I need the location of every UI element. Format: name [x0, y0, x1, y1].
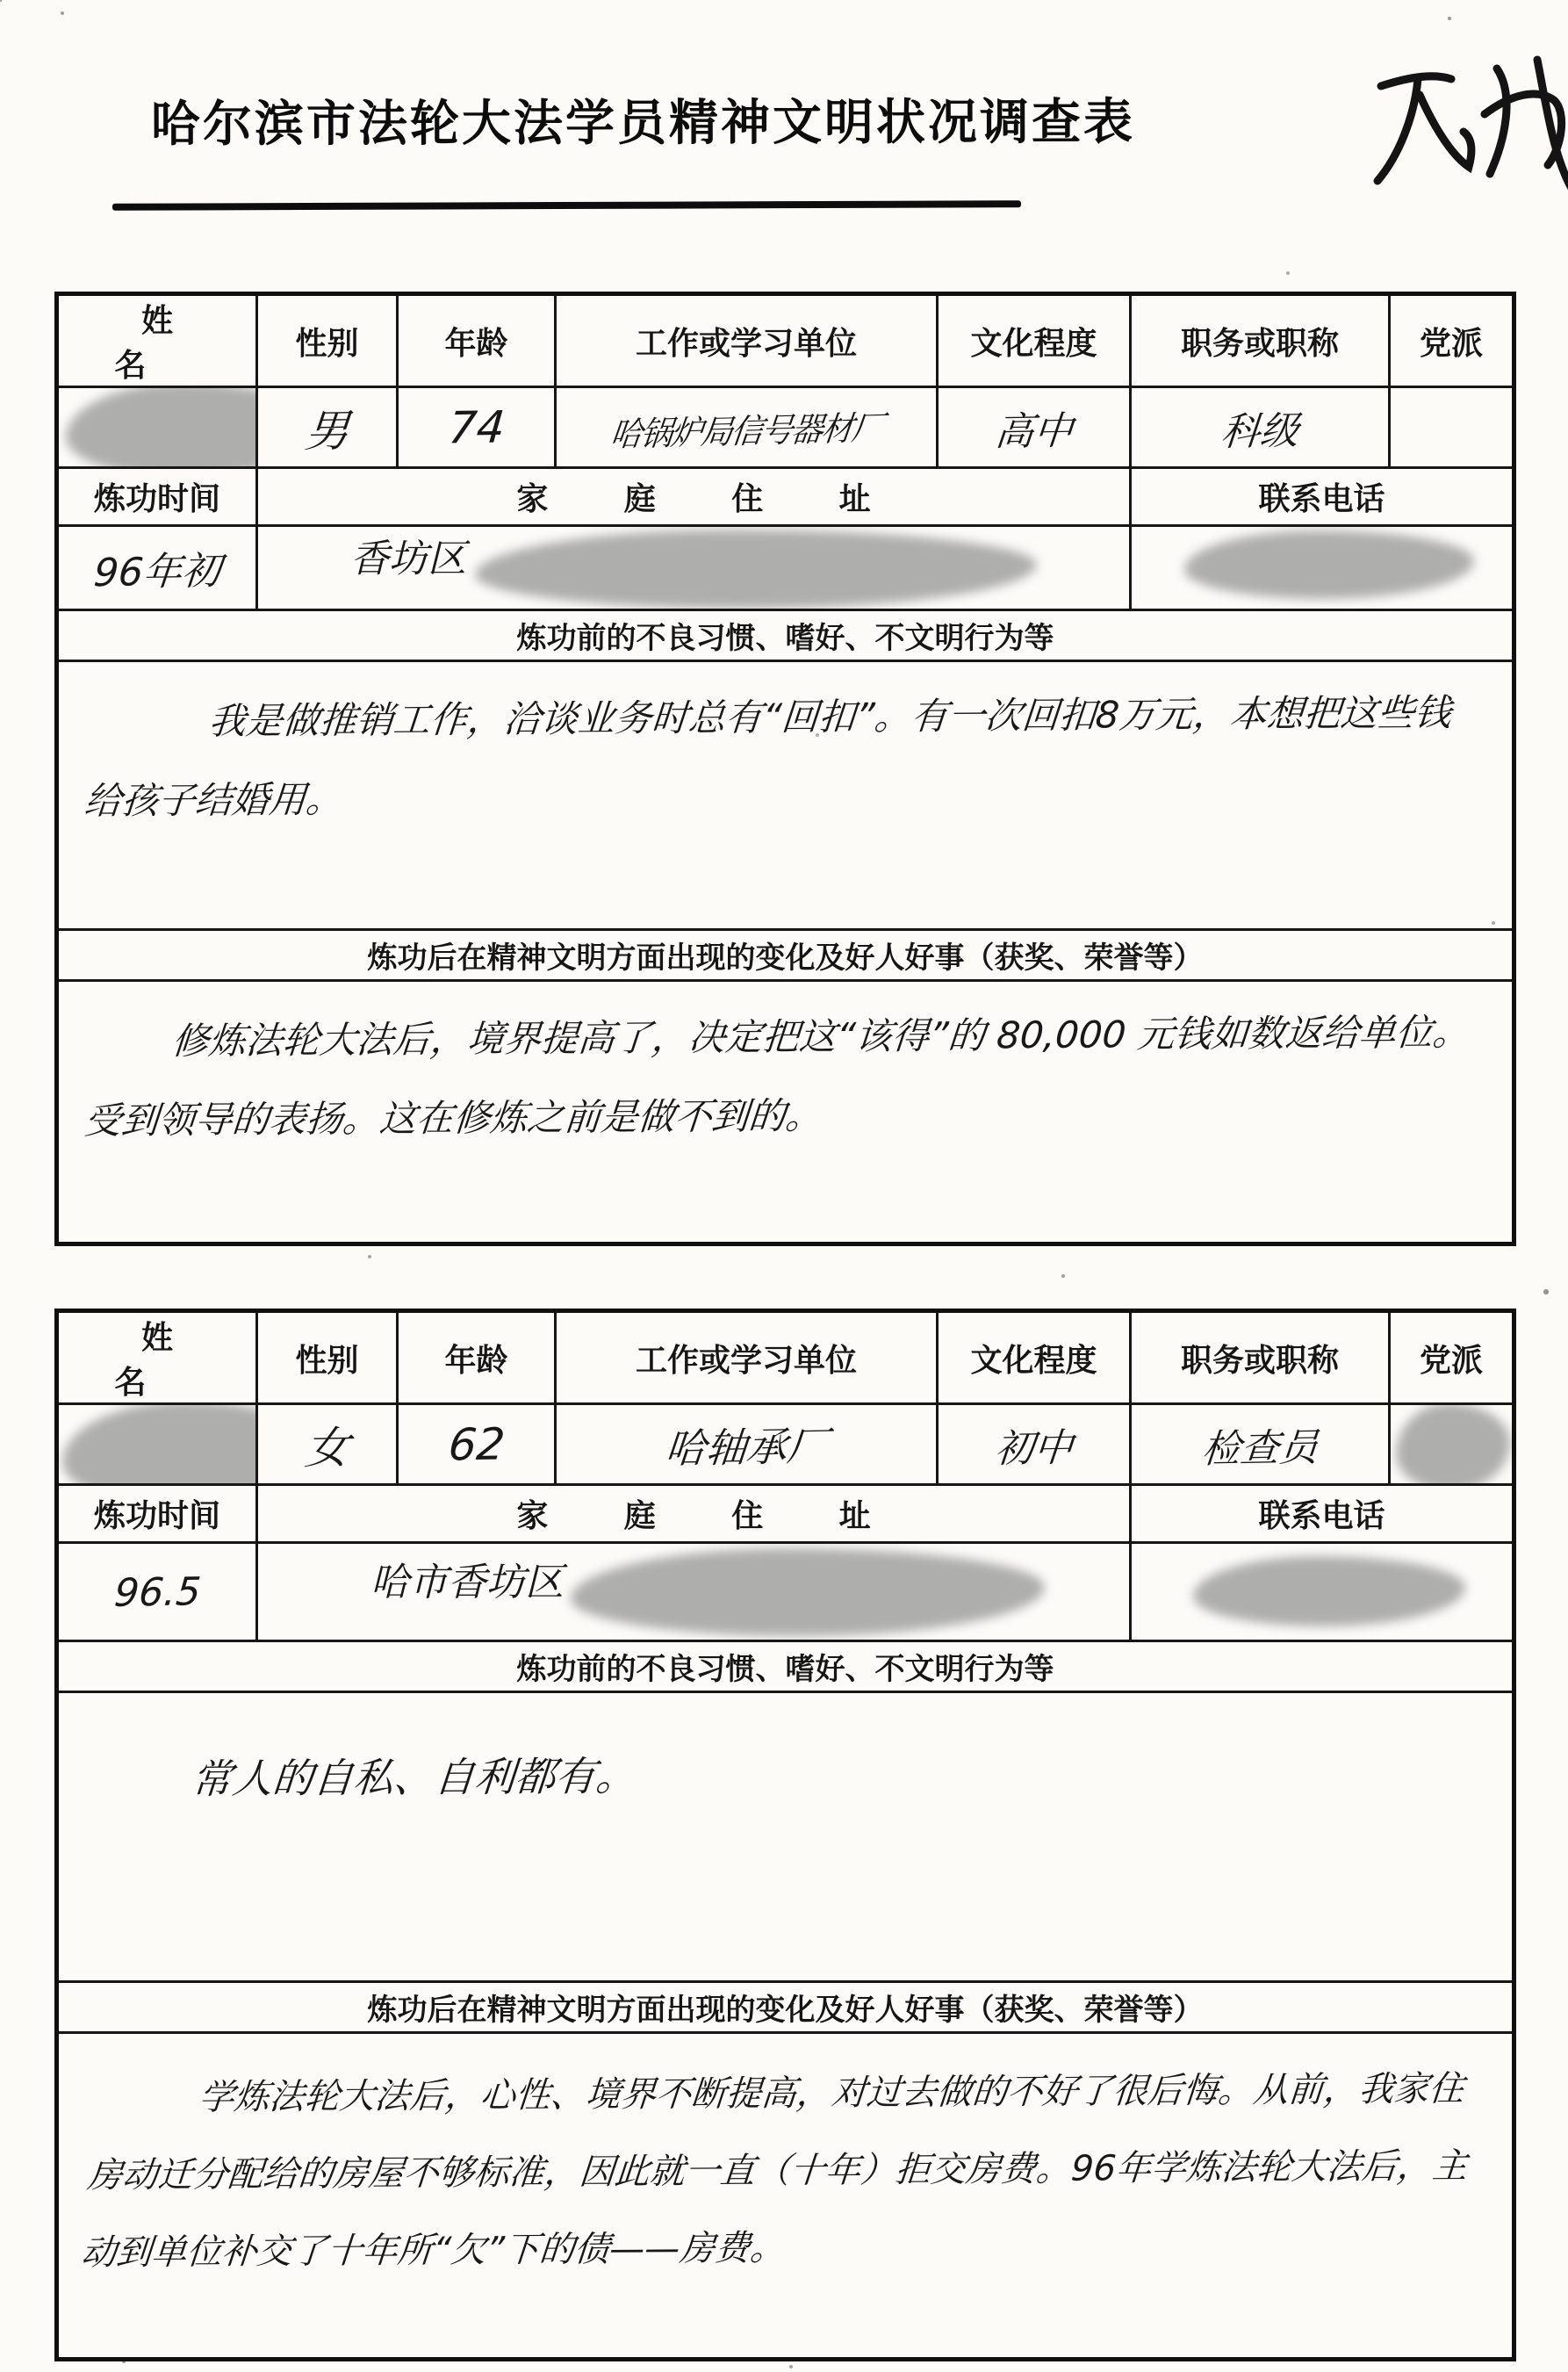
survey-table-2	[54, 1309, 1516, 2361]
table-row	[57, 981, 1514, 1244]
redaction-smudge	[62, 1404, 257, 1485]
scan-noise	[0, 0, 2, 2]
survey-table-1	[54, 292, 1516, 1246]
value-name-redacted	[57, 387, 257, 468]
label-party: 党派	[1390, 1311, 1514, 1404]
address-visible-text: 香坊区	[350, 537, 466, 582]
value-education: 初中	[933, 1402, 1133, 1487]
label-practice-time: 炼功时间	[57, 468, 257, 526]
label-age: 年龄	[398, 1311, 556, 1404]
value-position: 检查员	[1126, 1402, 1393, 1487]
redaction-smudge	[571, 1548, 1045, 1636]
value-practice-time: 96年初	[53, 524, 261, 612]
value-name-redacted	[57, 1404, 257, 1485]
label-work-unit: 工作或学习单位	[556, 1311, 938, 1404]
section-before-heading: 炼功前的不良习惯、嗜好、不文明行为等	[57, 610, 1514, 661]
section-before-heading: 炼功前的不良习惯、嗜好、不文明行为等	[57, 1641, 1514, 1692]
value-party	[1385, 386, 1517, 468]
label-education: 文化程度	[938, 1311, 1131, 1404]
label-home-address: 家庭住址	[257, 468, 1131, 526]
section-before-content	[57, 1692, 1514, 1982]
value-gender: 男	[253, 386, 400, 469]
value-work-unit: 哈轴承厂	[551, 1401, 941, 1489]
label-party: 党派	[1390, 294, 1514, 387]
value-practice-time: 96.5	[52, 1541, 261, 1643]
redaction-smudge	[1396, 1404, 1510, 1485]
label-phone: 联系电话	[1131, 468, 1514, 526]
label-position: 职务或职称	[1131, 294, 1390, 387]
table-row	[57, 387, 1514, 468]
handwritten-answer: 常人的自私、自利都有。	[190, 1752, 638, 1803]
label-phone: 联系电话	[1131, 1485, 1514, 1543]
value-home-address	[257, 1543, 1131, 1641]
value-education: 高中	[933, 386, 1133, 470]
title-underline	[112, 200, 1021, 211]
table-row	[57, 1543, 1514, 1641]
table-row	[57, 610, 1514, 661]
address-visible-text: 哈市香坊区	[370, 1560, 564, 1605]
redaction-smudge	[1184, 530, 1474, 599]
table-row	[57, 1404, 1514, 1485]
label-age: 年龄	[398, 294, 556, 387]
section-after-content	[57, 981, 1514, 1244]
label-gender: 性别	[257, 294, 398, 387]
table-row	[57, 468, 1514, 526]
value-party-redacted	[1390, 1404, 1514, 1485]
label-practice-time: 炼功时间	[57, 1485, 257, 1543]
label-home-address: 家庭住址	[257, 1485, 1131, 1543]
label-name: 姓名	[57, 294, 257, 387]
redaction-smudge	[1193, 1556, 1465, 1626]
table-row	[57, 1692, 1514, 1982]
label-gender: 性别	[257, 1311, 398, 1404]
label-education: 文化程度	[938, 294, 1131, 387]
table-row	[57, 1485, 1514, 1543]
label-position: 职务或职称	[1131, 1311, 1390, 1404]
section-after-content	[57, 2033, 1514, 2360]
label-work-unit: 工作或学习单位	[556, 294, 938, 387]
value-position: 科级	[1126, 385, 1393, 470]
value-age: 74	[393, 386, 558, 469]
value-gender: 女	[253, 1402, 400, 1486]
table-row	[57, 526, 1514, 610]
value-home-address	[257, 526, 1131, 610]
handwritten-answer: 修炼法轮大法后，境界提高了，决定把这“该得”的 80,000 元钱如数返给单位。受到领导的表扬。这在修炼之前是做不到的。	[83, 1010, 1471, 1143]
table-row	[57, 1982, 1514, 2033]
value-phone-redacted	[1131, 1543, 1514, 1641]
table-row	[57, 661, 1514, 930]
redaction-smudge	[475, 530, 1037, 609]
handwritten-scrawl-icon	[1365, 33, 1568, 209]
table-row	[57, 1641, 1514, 1692]
label-name: 姓名	[57, 1311, 257, 1404]
table-row	[57, 930, 1514, 981]
table-row	[57, 1311, 1514, 1404]
table-row	[57, 294, 1514, 387]
handwritten-answer: 我是做推销工作，洽谈业务时总有“回扣”。有一次回扣8万元，本想把这些钱给孩子结婚用。	[83, 690, 1454, 823]
section-after-heading: 炼功后在精神文明方面出现的变化及好人好事（获奖、荣誉等）	[57, 1982, 1514, 2033]
value-age: 62	[393, 1402, 558, 1486]
section-after-heading: 炼功后在精神文明方面出现的变化及好人好事（获奖、荣誉等）	[57, 930, 1514, 981]
value-work-unit: 哈锅炉局信号器材厂	[559, 382, 932, 472]
handwritten-answer: 学炼法轮大法后，心性、境界不断提高，对过去做的不好了很后悔。从前，我家住房动迁分配给的房屋不够标准，因此就一直（十年）拒交房费。96年学炼法轮大法后，主动到单位补交了十年所“欠”下的债——房费。	[79, 2068, 1470, 2274]
table-row	[57, 2033, 1514, 2360]
redaction-smudge	[66, 387, 257, 468]
section-before-content	[57, 661, 1514, 930]
page-title: 哈尔滨市法轮大法学员精神文明状况调查表	[150, 93, 1136, 152]
value-phone-redacted	[1131, 526, 1514, 610]
